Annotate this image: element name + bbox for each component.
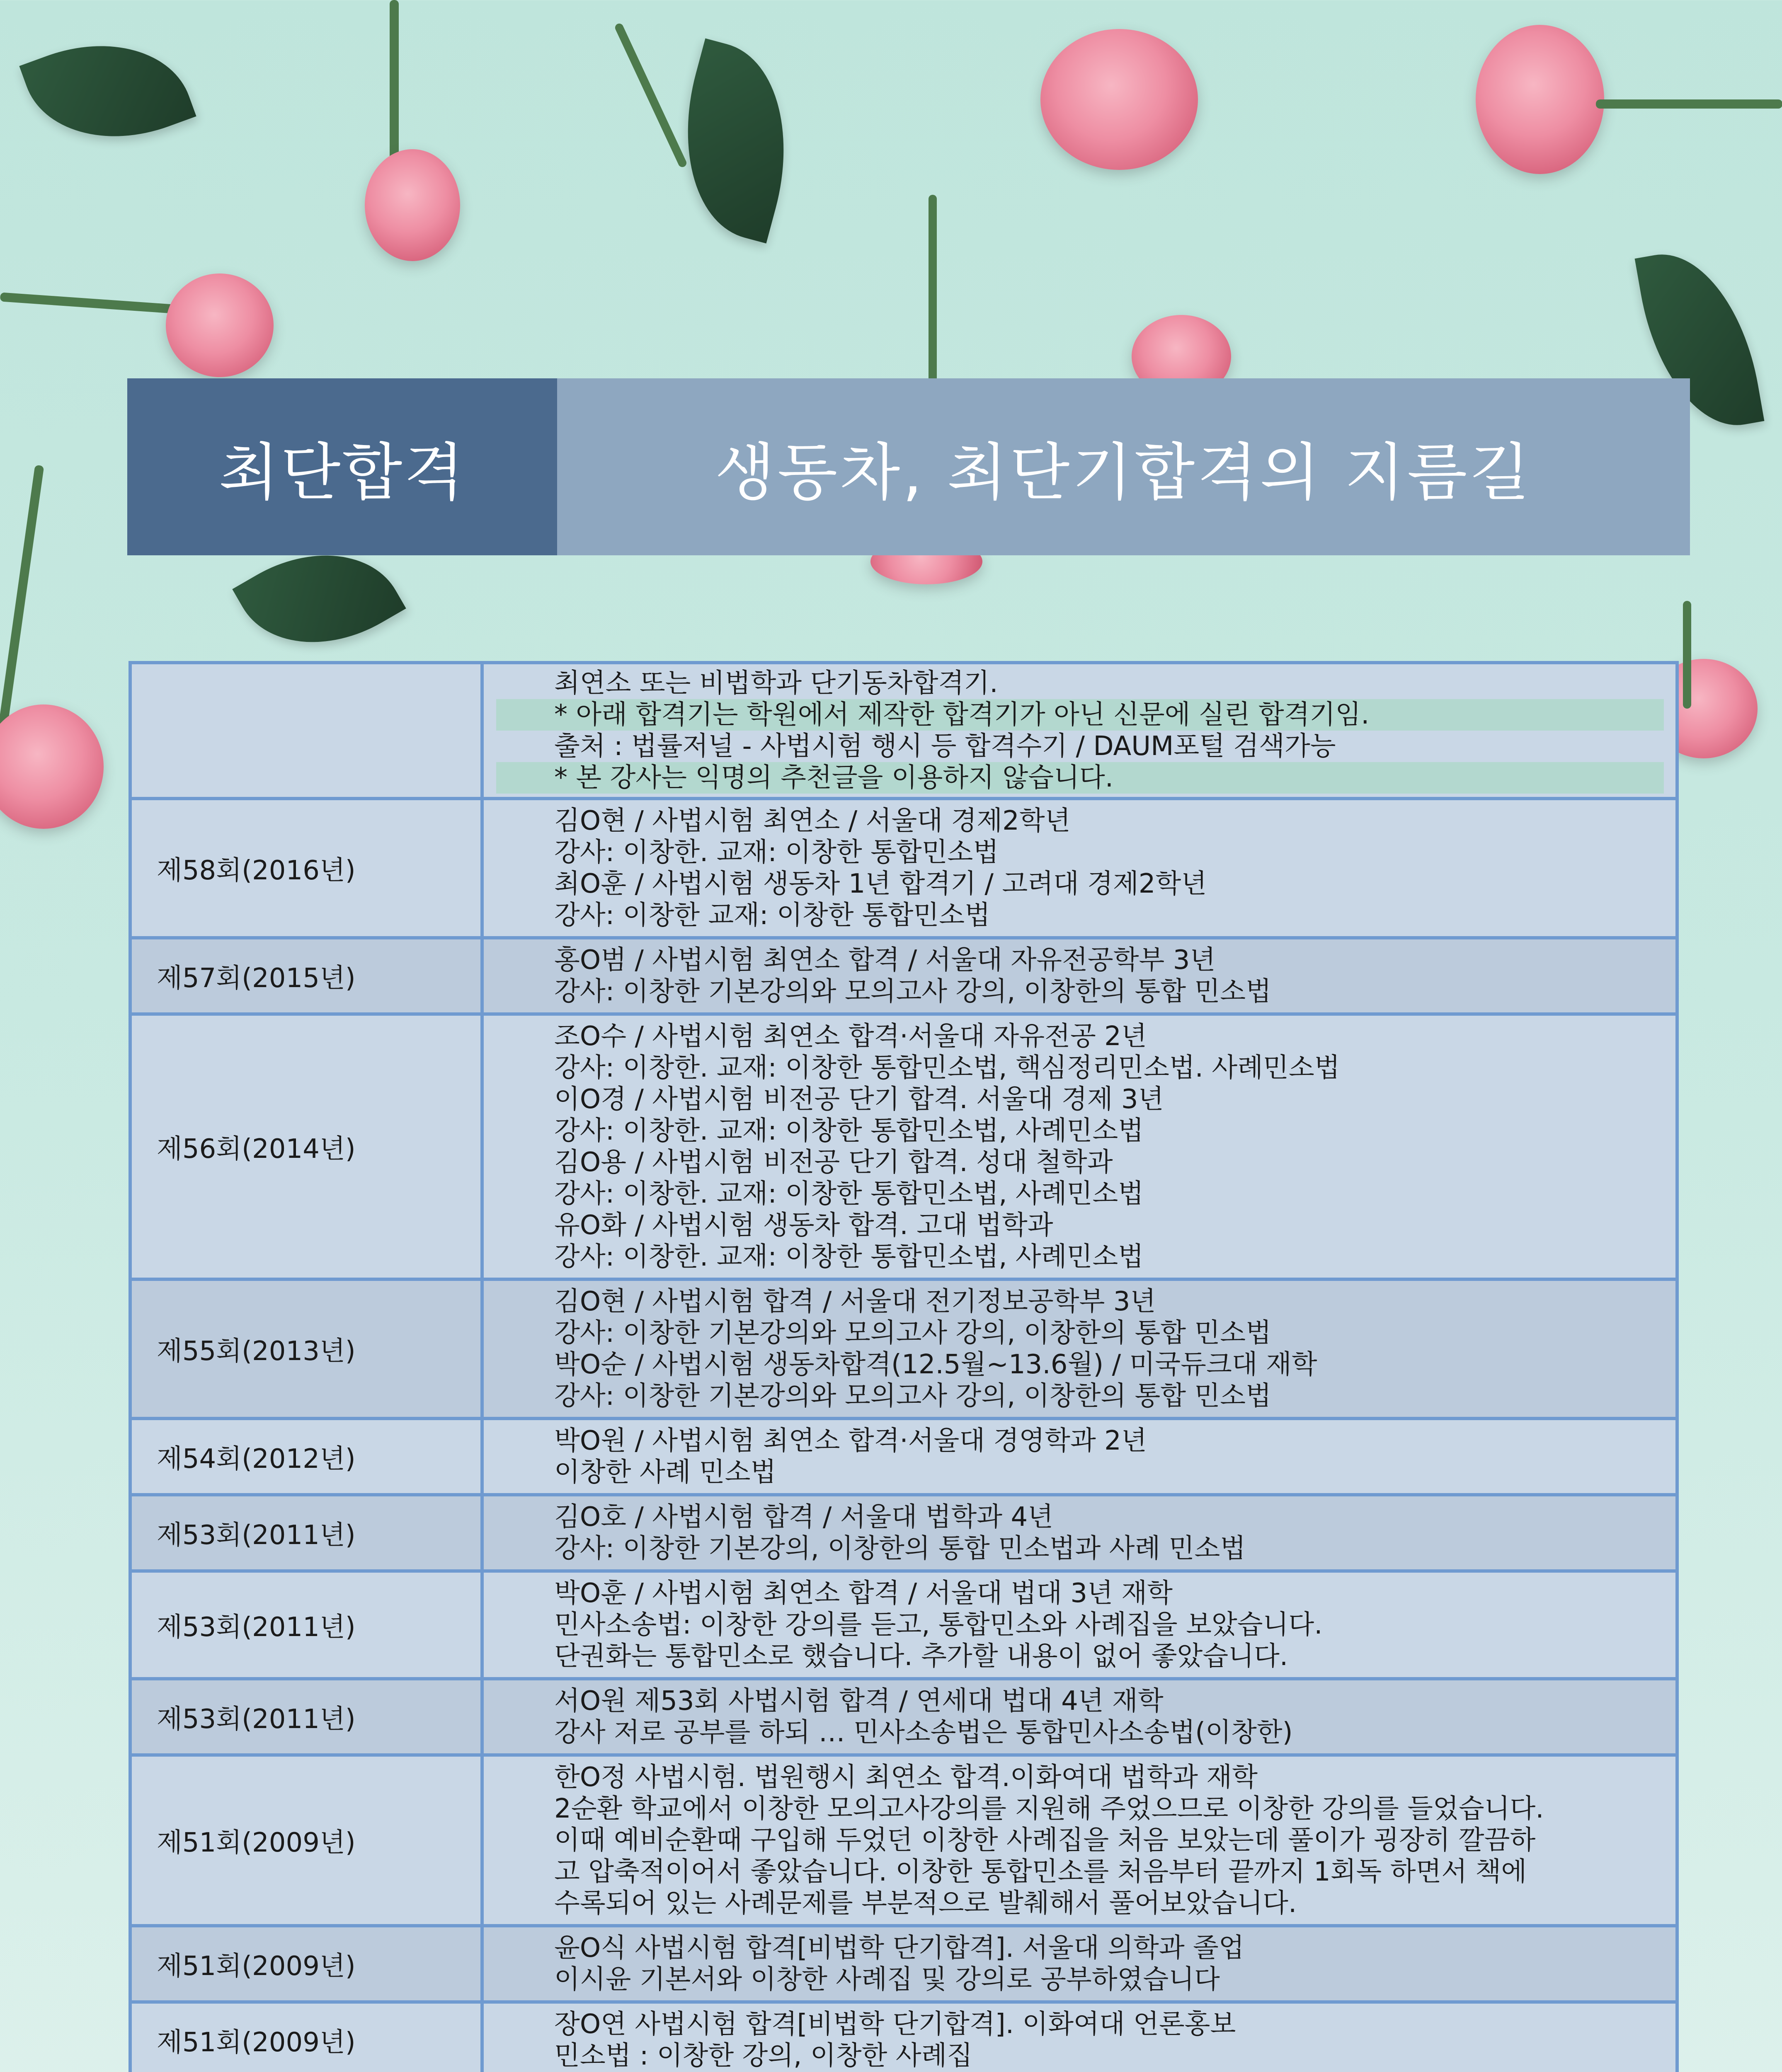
- table-row: [130, 1755, 1677, 1926]
- description-line: 강사: 이창한 기본강의와 모의고사 강의, 이창한의 통합 민소법: [554, 976, 1271, 1007]
- title-banner: [127, 378, 1690, 555]
- description-line: 강사: 이창한. 교재: 이창한 통합민소법, 사례민소법: [554, 1242, 1144, 1272]
- description-cell: [482, 1279, 1677, 1418]
- round-cell: 제54회(2012년): [130, 1418, 482, 1495]
- description-line: 한O정 사법시험. 법원행시 최연소 합격.이화여대 법학과 재학: [554, 1762, 1258, 1793]
- intro-cell: [482, 663, 1677, 799]
- description-cell: [482, 1679, 1677, 1755]
- description-line: 민소법 : 이창한 강의, 이창한 사례집: [554, 2041, 973, 2071]
- description-cell: [482, 1495, 1677, 1571]
- description-line: 강사: 이창한 교재: 이창한 통합민소법: [554, 900, 990, 931]
- leaf-image: [19, 15, 196, 167]
- round-cell: 제55회(2013년): [130, 1279, 482, 1418]
- description-line: 김O현 / 사법시험 최연소 / 서울대 경제2학년: [554, 806, 1071, 836]
- description-line: 김O호 / 사법시험 합격 / 서울대 법학과 4년: [554, 1502, 1053, 1532]
- intro-round-cell: [130, 663, 482, 799]
- description-line: 박O원 / 사법시험 최연소 합격·서울대 경영학과 2년: [554, 1426, 1147, 1456]
- results-table: [128, 661, 1679, 2072]
- round-cell: 제51회(2009년): [130, 2002, 482, 2072]
- description-line: 최O훈 / 사법시험 생동차 1년 합격기 / 고려대 경제2학년: [554, 869, 1207, 899]
- intro-line: 최연소 또는 비법학과 단기동차합격기.: [554, 668, 998, 699]
- rose-image: [1476, 25, 1604, 174]
- intro-line: * 본 강사는 익명의 추천글을 이용하지 않습니다.: [496, 762, 1664, 794]
- description-line: 민사소송법: 이창한 강의를 듣고, 통합민소와 사례집을 보았습니다.: [554, 1610, 1323, 1640]
- round-cell: 제51회(2009년): [130, 1926, 482, 2002]
- description-line: 이창한 사례 민소법: [554, 1457, 776, 1488]
- stem-image: [390, 0, 399, 174]
- description-cell: [482, 1755, 1677, 1926]
- banner-subtitle: 생동차, 최단기합격의 지름길: [557, 378, 1690, 555]
- description-line: 이O경 / 사법시험 비전공 단기 합격. 서울대 경제 3년: [554, 1084, 1164, 1115]
- table-row: [130, 938, 1677, 1014]
- description-cell: [482, 2002, 1677, 2072]
- rose-image: [0, 704, 104, 829]
- description-cell: [482, 1571, 1677, 1679]
- description-line: 고 압축적이어서 좋았습니다. 이창한 통합민소를 처음부터 끝까지 1회독 하면서 책에: [554, 1857, 1527, 1887]
- description-line: 강사: 이창한 기본강의와 모의고사 강의, 이창한의 통합 민소법: [554, 1381, 1271, 1411]
- round-cell: 제56회(2014년): [130, 1014, 482, 1279]
- description-line: 강사: 이창한. 교재: 이창한 통합민소법, 사례민소법: [554, 1179, 1144, 1209]
- description-line: 강사: 이창한 기본강의, 이창한의 통합 민소법과 사례 민소법: [554, 1533, 1246, 1564]
- intro-row: [130, 663, 1677, 799]
- table-row: [130, 1014, 1677, 1279]
- description-line: 강사 저로 공부를 하되 … 민사소송법은 통합민사소송법(이창한): [554, 1717, 1293, 1748]
- table-row: [130, 1571, 1677, 1679]
- banner-title: 최단합격: [127, 378, 557, 555]
- rose-image: [1040, 29, 1198, 170]
- stem-image: [0, 292, 174, 313]
- stem-image: [614, 22, 688, 169]
- description-line: 단권화는 통합민소로 했습니다. 추가할 내용이 없어 좋았습니다.: [554, 1641, 1288, 1672]
- stem-image: [1683, 601, 1691, 709]
- description-line: 박O순 / 사법시험 생동차합격(12.5월~13.6월) / 미국듀크대 재학: [554, 1349, 1317, 1380]
- description-cell: [482, 1418, 1677, 1495]
- description-line: 윤O식 사법시험 합격[비법학 단기합격]. 서울대 의학과 졸업: [554, 1933, 1244, 1963]
- description-line: 서O원 제53회 사법시험 합격 / 연세대 법대 4년 재학: [554, 1686, 1164, 1716]
- stem-image: [929, 195, 937, 385]
- description-line: 조O수 / 사법시험 최연소 합격·서울대 자유전공 2년: [554, 1021, 1147, 1052]
- rose-image: [166, 274, 274, 377]
- intro-line: * 아래 합격기는 학원에서 제작한 합격기가 아닌 신문에 실린 합격기임.: [496, 699, 1664, 731]
- rose-image: [365, 149, 460, 261]
- table-row: [130, 1926, 1677, 2002]
- round-cell: 제53회(2011년): [130, 1571, 482, 1679]
- description-cell: [482, 1926, 1677, 2002]
- leaf-image: [658, 39, 814, 244]
- description-line: 홍O범 / 사법시험 최연소 합격 / 서울대 자유전공학부 3년: [554, 945, 1216, 975]
- description-cell: [482, 799, 1677, 938]
- round-cell: 제57회(2015년): [130, 938, 482, 1014]
- description-line: 이시윤 기본서와 이창한 사례집 및 강의로 공부하였습니다: [554, 1964, 1220, 1995]
- stem-image: [0, 465, 44, 729]
- description-cell: [482, 938, 1677, 1014]
- table-row: [130, 1679, 1677, 1755]
- round-cell: 제58회(2016년): [130, 799, 482, 938]
- description-line: 강사: 이창한. 교재: 이창한 통합민소법, 핵심정리민소법. 사례민소법: [554, 1053, 1340, 1083]
- description-line: 유O화 / 사법시험 생동차 합격. 고대 법학과: [554, 1210, 1053, 1241]
- description-line: 김O용 / 사법시험 비전공 단기 합격. 성대 철학과: [554, 1147, 1113, 1178]
- description-line: 이때 예비순환때 구입해 두었던 이창한 사례집을 처음 보았는데 풀이가 굉장히 깔끔하: [554, 1825, 1536, 1856]
- stem-image: [1596, 99, 1782, 109]
- description-line: 강사: 이창한. 교재: 이창한 통합민소법, 사례민소법: [554, 1116, 1144, 1146]
- table-row: [130, 2002, 1677, 2072]
- round-cell: 제53회(2011년): [130, 1679, 482, 1755]
- table-row: [130, 1279, 1677, 1418]
- description-line: 김O현 / 사법시험 합격 / 서울대 전기정보공학부 3년: [554, 1286, 1156, 1317]
- description-line: 2순환 학교에서 이창한 모의고사강의를 지원해 주었으므로 이창한 강의를 들었습니다.: [554, 1794, 1544, 1824]
- description-line: 장O연 사법시험 합격[비법학 단기합격]. 이화여대 언론홍보: [554, 2009, 1236, 2040]
- table-row: [130, 1418, 1677, 1495]
- table-row: [130, 1495, 1677, 1571]
- round-cell: 제53회(2011년): [130, 1495, 482, 1571]
- description-cell: [482, 1014, 1677, 1279]
- description-line: 수록되어 있는 사례문제를 부분적으로 발췌해서 풀어보았습니다.: [554, 1888, 1297, 1919]
- description-line: 강사: 이창한 기본강의와 모의고사 강의, 이창한의 통합 민소법: [554, 1318, 1271, 1348]
- description-line: 강사: 이창한. 교재: 이창한 통합민소법: [554, 837, 999, 868]
- round-cell: 제51회(2009년): [130, 1755, 482, 1926]
- intro-line: 출처 : 법률저널 - 사법시험 행시 등 합격수기 / DAUM포털 검색가능: [554, 731, 1336, 762]
- table-row: [130, 799, 1677, 938]
- description-line: 박O훈 / 사법시험 최연소 합격 / 서울대 법대 3년 재학: [554, 1578, 1173, 1609]
